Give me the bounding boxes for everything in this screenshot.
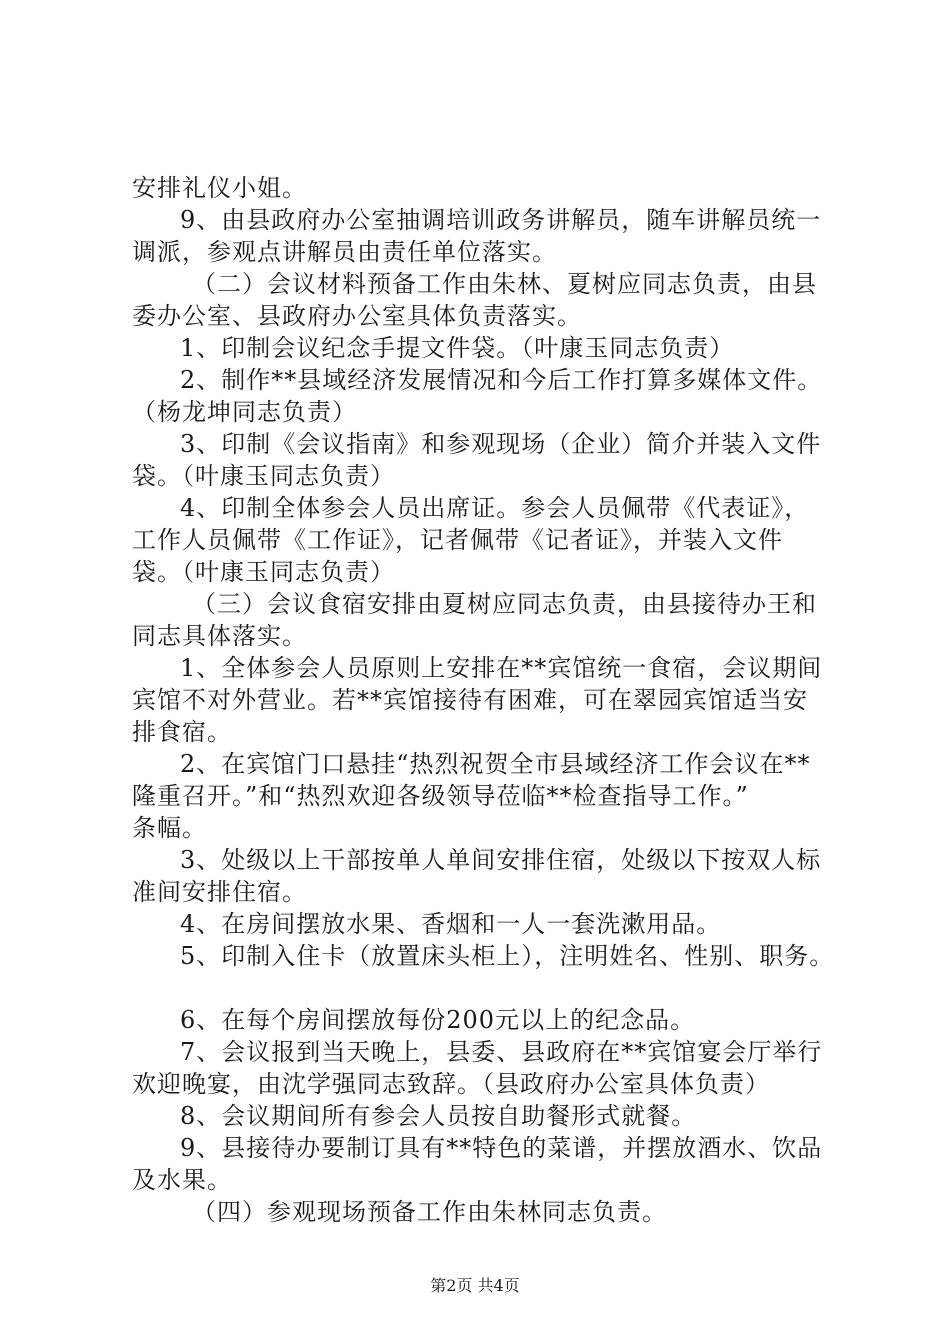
text-line: 9、县接待办要制订具有**特色的菜谱，并摆放酒水、饮品 [180, 1134, 823, 1162]
text-line: 准间安排住宿。 [132, 878, 307, 906]
section-heading: （四）参观现场预备工作由朱林同志负责。 [192, 1198, 667, 1226]
text-line: 6、在每个房间摆放每份200元以上的纪念品。 [180, 1006, 696, 1034]
text-line: 及水果。 [132, 1166, 232, 1194]
text-line: 袋。（叶康玉同志负责） [132, 462, 395, 490]
text-line: 委办公室、县政府办公室具体负责落实。 [132, 302, 582, 330]
page-footer: 第2页 共4页 [430, 1276, 520, 1295]
text-line: 7、会议报到当天晚上，县委、县政府在**宾馆宴会厅举行 [180, 1038, 823, 1066]
text-line: 排食宿。 [132, 718, 232, 746]
blank-line [132, 972, 848, 1004]
text-line: 袋。（叶康玉同志负责） [132, 558, 395, 586]
text-line: 工作人员佩带《工作证》，记者佩带《记者证》，并装入文件 [132, 526, 783, 554]
text-line: 宾馆不对外营业。若**宾馆接待有困难，可在翠园宾馆适当安 [132, 686, 808, 714]
text-line: 1、全体参会人员原则上安排在**宾馆统一食宿，会议期间 [180, 654, 823, 682]
text-line: 隆重召开。”和“热烈欢迎各级领导莅临**检查指导工作。” [132, 782, 749, 810]
text-line: （杨龙坤同志负责） [132, 398, 357, 426]
text-line: 9、由县政府办公室抽调培训政务讲解员，随车讲解员统一 [180, 206, 822, 234]
text-line: 安排礼仪小姐。 [132, 174, 307, 202]
document-body [132, 172, 848, 1228]
text-line: 4、印制全体参会人员出席证。参会人员佩带《代表证》， [180, 494, 810, 522]
text-line: 1、印制会议纪念手提文件袋。（叶康玉同志负责） [180, 334, 735, 362]
text-line: 3、印制《会议指南》和参观现场（企业）简介并装入文件 [180, 430, 822, 458]
text-line: 欢迎晚宴，由沈学强同志致辞。（县政府办公室具体负责） [132, 1070, 770, 1098]
text-line: 调派，参观点讲解员由责任单位落实。 [132, 238, 557, 266]
text-line: 4、在房间摆放水果、香烟和一人一套洗漱用品。 [180, 910, 722, 938]
text-line: 2、在宾馆门口悬挂“热烈祝贺全市县域经济工作会议在** [180, 750, 811, 778]
text-line: 2、制作**县域经济发展情况和今后工作打算多媒体文件。 [180, 366, 823, 394]
text-line: 3、处级以上干部按单人单间安排住宿，处级以下按双人标 [180, 846, 822, 874]
section-heading: （三）会议食宿安排由夏树应同志负责，由县接待办王和 [192, 590, 817, 618]
text-line: 条幅。 [132, 814, 207, 842]
text-line: 同志具体落实。 [132, 622, 307, 650]
text-line: 8、会议期间所有参会人员按自助餐形式就餐。 [180, 1102, 697, 1130]
text-line: 5、印制入住卡（放置床头柜上），注明姓名、性别、职务。 [180, 942, 835, 970]
section-heading: （二）会议材料预备工作由朱林、夏树应同志负责，由县 [192, 270, 817, 298]
